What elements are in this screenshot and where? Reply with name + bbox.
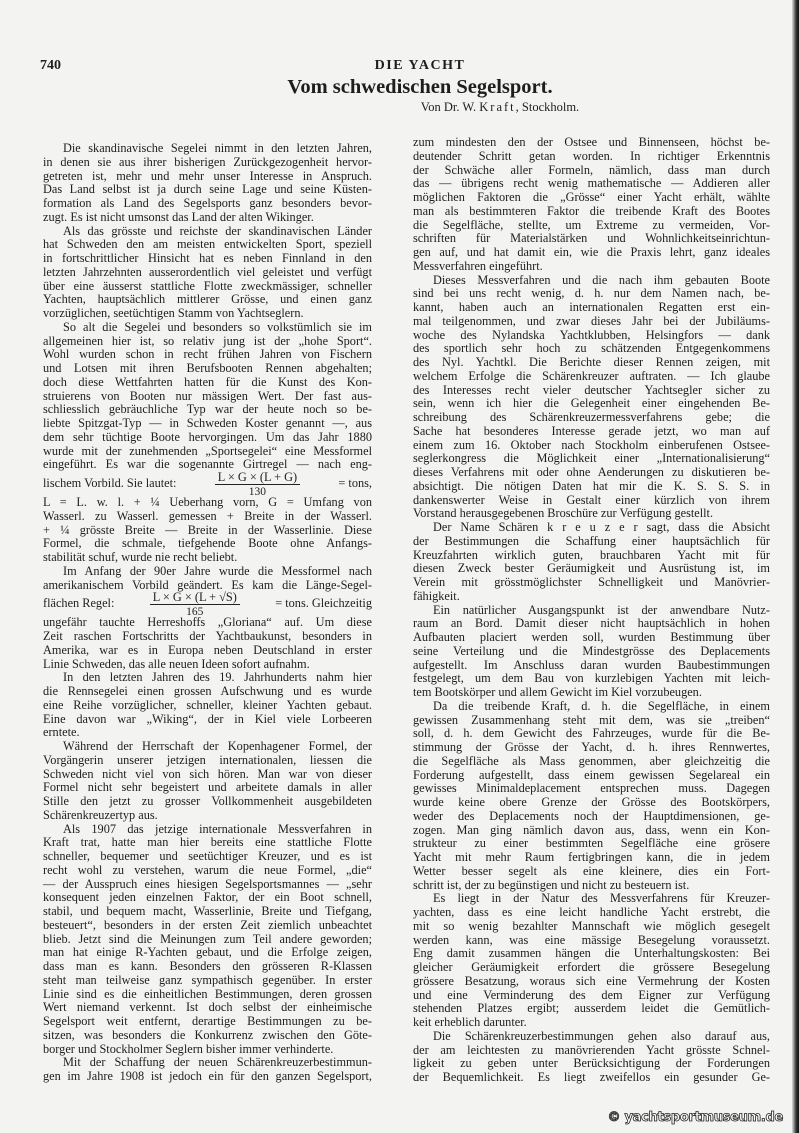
text-line: gen auf, und hat damit ein, wie die Praxis lehrt, ganz ideales: [413, 245, 770, 259]
text-line: vorzüglichen, seetüchtigen Stamm von Yachtseglern.: [43, 306, 304, 320]
text-line: steht man teilweise ganz sympathisch gegenüber. In erster: [43, 972, 372, 987]
paragraph: [413, 892, 770, 1030]
formula-trail-text: = tons. Gleichzeitig: [275, 596, 372, 611]
text-line: deutender Schritt getan worden. In richtiger Erkenntnis: [413, 148, 770, 163]
text-line: die Segelfläche, stellte, um Extreme zu vermeiden, Vor-: [413, 217, 770, 232]
text-line: formation als Land des Segelsports ganz besonders bevor-: [43, 196, 372, 210]
text-line: besteuert“, besonders in der ersten Zeit ziemlich unbeachtet: [43, 917, 372, 932]
text-line: Schärenkreuzertyp aus.: [43, 807, 158, 822]
text-line: Linie sind es die einheitlichen Bestimmungen, deren grossen: [43, 986, 372, 1001]
paragraph: [413, 136, 770, 274]
text-line: man als bestimmteren Faktor die treibende Kraft des Bootes: [413, 203, 770, 218]
paragraph: [43, 740, 372, 823]
text-line: möglichen Faktoren die „Grösse“ einer Yacht erhält, wählte: [413, 190, 770, 204]
text-line: wurde mit der zunehmenden „Sportsegelei“ eine Messformel: [43, 443, 372, 458]
watermark: © yachtsportmuseum.de: [607, 1110, 783, 1125]
text-line: Vorgängerin unserer jetzigen internationalen, liessen die: [43, 752, 372, 767]
paragraph: [413, 1030, 770, 1085]
text-line: diesen Zweck bester Geräumigkeit und Ausrüstung ist, im: [413, 561, 770, 576]
paragraph: [43, 671, 372, 740]
text-line: keit erheblich darunter.: [413, 1015, 527, 1029]
text-line: mit so wenig bezahlter Mannschaft wie möglich gesegelt: [413, 918, 770, 933]
text-line: Zeit raschen Fortschritts der Yachtbaukunst, besonders in: [43, 629, 372, 643]
text-line: der Bequemlichkeit. Es liegt zweifellos ein gesunder Ge-: [413, 1070, 770, 1084]
text-line: des sportlich sehr hoch zu schätzenden Entgegenkommens: [413, 341, 770, 356]
paragraph: [43, 565, 372, 672]
formula-fraction: [215, 471, 300, 498]
text-line: zogen. Man ging nämlich davon aus, dass, wenn ein Kon-: [413, 822, 770, 837]
text-line: stabil, und bequem macht, Wasserlinie, Breite und Tiefgang,: [43, 904, 372, 918]
text-line: Es liegt in der Natur des Messverfahrens für Kreuzer-: [433, 891, 770, 906]
text-line: zugt. Es ist nicht umsonst das Land der alten Wikinger.: [43, 209, 314, 224]
running-title: DIE YACHT: [374, 58, 466, 73]
text-line: schritt ist, der zu begünstigen und nicht zu besteuern ist.: [413, 877, 690, 892]
text-line: Stille den jetzt zu grosser Vollkommenheit ausgebildeten: [43, 794, 372, 808]
text-line: Eng damit zusammen hängen die Unterhaltungskosten: Bei: [413, 946, 770, 961]
text-line: der Schwäche aller Formeln, nämlich, dass man durch: [413, 162, 770, 177]
text-line: Yachten, hauptsächlich mittlerer Grösse, und einen ganz: [43, 292, 372, 307]
text-line: des Nyl. Yachtkl. Die Berichte dieser Rennen zeigen, mit: [413, 355, 770, 369]
text-line: Linie Schweden, das alle neuen Ideen sofort aufnahm.: [43, 656, 310, 671]
text-line: Wasserl. zu Wasserl. gemessen + Breite in der Wasserl.: [43, 508, 372, 523]
article-title: Vom schwedischen Segelsport.: [287, 76, 553, 98]
text-line: zum mindesten den der Ostsee und Binnenseen, höchst be-: [413, 135, 770, 149]
text-line: liebte Spitzgat-Typ — in Schweden Koster genannt —, aus: [43, 416, 372, 430]
byline-suffix: , Stockholm.: [515, 100, 580, 114]
formula-lead-text: lischem Vorbild. Sie lautet:: [43, 476, 177, 491]
text-line: der am leichtesten zu manövrierenden Yacht grösste Schnel-: [413, 1042, 770, 1057]
text-line: gewissen Zusammenhang steht mit dem, was sie „treiben“: [413, 712, 770, 727]
text-line: letzten Jahrzehnten ausserordentlich viel geleistet und verfügt: [43, 264, 372, 279]
text-line: schliesslich gebräuchliche Typ war der heute noch so be-: [43, 402, 372, 417]
text-line: struierens von Booten nur mässigen Wert. Der fast aus-: [43, 388, 372, 403]
text-line: ligkeit zu geben unter Berücksichtigung der Forderungen: [413, 1056, 770, 1071]
formula-numerator: L × G × (L + G): [215, 471, 300, 485]
formula-fraction: [150, 591, 240, 618]
text-line: sein, wenn ich hier die Gelegenheit einer eingehenden Be-: [413, 396, 770, 411]
page-number: 740: [40, 58, 61, 73]
left-column: [43, 142, 372, 1084]
text-line: stehenden Platzes ergibt; ausserdem leidet die Gemütlich-: [413, 1001, 770, 1016]
text-line: Da die treibende Kraft, d. h. die Segelfläche, in einem: [433, 698, 770, 713]
text-line: schreibung des Schärenkreuzermessverfahrens gebe; die: [413, 410, 770, 424]
text-line: Forderung aufgestellt, dass einem gewissen Segelareal ein: [413, 767, 770, 782]
text-line: stimmung der Grösse der Yacht, d. h. ihres Rennwertes,: [413, 740, 770, 754]
text-line: allgemeinen hier ist, so relativ jung ist der „hohe Sport“.: [43, 333, 372, 348]
text-line: soll, d. h. dem Gewicht des Fahrzeuges, wurde für die Be-: [413, 726, 770, 741]
text-line: sitzen, was besonders die Konkurrenz zwischen den Göte-: [43, 1027, 372, 1042]
text-line: Wohl wurden schon in recht frühen Jahren von Fischern: [43, 347, 372, 362]
text-line: grössere Besatzung, woraus sich eine Vermehrung der Kosten: [413, 973, 770, 988]
text-line: amerikanischem Vorbild geändert. Es kam die Länge-Segel-: [43, 577, 372, 592]
paragraph: [413, 604, 770, 700]
formula-denominator: 165: [186, 605, 204, 618]
right-column: [413, 136, 770, 1085]
text-line: yachten, dass es eine leicht handliche Yacht erstrebt, die: [413, 905, 770, 919]
text-line: Als das grösste und reichste der skandinavischen Länder: [63, 223, 372, 238]
text-line: dieses Verfahrens mit oder ohne Aenderungen zu diskutieren be-: [413, 465, 770, 479]
scan-edge: [792, 0, 799, 1133]
formula-numerator: L × G × (L + √S): [150, 591, 240, 605]
text-line: dem sehr tüchtige Boote hervorgingen. Um das Jahr 1880: [43, 429, 372, 444]
paragraph: [43, 142, 372, 225]
text-line: gewisses Minimaldeplacement entsprechen muss. Dagegen: [413, 781, 770, 796]
text-line: Wert niemand verkennt. Ist doch selbst der einheimische: [43, 1000, 372, 1015]
text-line: Kreuzfahrten wirklich guten, brauchbaren Yacht mit für: [413, 547, 770, 562]
text-line: blieb. Jetzt sind die Meinungen zum Teil andere geworden;: [43, 931, 372, 946]
text-line: des Interesses recht vieler deutscher Yachtsegler sicher zu: [413, 382, 770, 397]
formula-denominator: 130: [248, 485, 267, 498]
text-line: und Lotsen mit ihren Berufsbooten Rennen abgehalten;: [43, 361, 372, 375]
text-line: Verein mit grösstmöglichster Schnelligkeit und Manövrier-: [413, 575, 770, 589]
text-line: Formel, die schmale, tiefgehende Boote ohne Anfangs-: [43, 536, 372, 551]
text-line: In den letzten Jahren des 19. Jahrhunderts nahm hier: [63, 670, 372, 685]
text-line: und eine Verminderung des dem Eigner zur Verfügung: [413, 987, 770, 1002]
text-line: hat Schweden den am meisten entwickelten Sport, speziell: [43, 237, 372, 252]
paragraph: [43, 1056, 372, 1084]
text-line: Als 1907 das jetzige internationale Messverfahren in: [63, 821, 372, 836]
author-name: Kraft: [479, 100, 516, 114]
text-line: kannt, haben auch an internationalen Regatten erst ein-: [413, 300, 770, 314]
text-line: Wetter besser segelt als eine kleinere, dies ein Fort-: [413, 863, 770, 878]
text-line: gleicher Geräumigkeit erfordert die grössere Besegelung: [413, 960, 770, 974]
text-line: in fortschrittlicher Hinsicht hat es neben Finnland in den: [43, 251, 372, 265]
text-line: L = L. w. l. + ¼ Ueberhang vorn, G = Umfang von: [43, 495, 372, 509]
text-line: strukteur zu einer bestimmten Segelfläche eine grösere: [413, 836, 770, 851]
text-line: Kraft trat, hatte man hier bereits eine stattliche Flotte: [43, 835, 372, 850]
formula-line: [43, 589, 372, 618]
text-line: eine Reihe vorzüglicher, schneller, kleiner Yachten gebaut.: [43, 697, 372, 712]
text-line: recht wohl zu verstehen, warum die neue Formel, „die“: [43, 862, 372, 877]
text-line: Der Name Schären k r e u z e r sagt, dass die Absicht: [433, 520, 770, 534]
text-line: borger und Stockholmer Seglern bisher immer verhinderte.: [43, 1041, 334, 1056]
text-line: Während der Herrschaft der Kopenhagener Formel, der: [63, 739, 372, 753]
text-line: weder des Deplacements noch der Hauptdimensionen, ge-: [413, 808, 770, 823]
text-line: der Bestimmungen die Schaffung einer hauptsächlich für: [413, 533, 770, 548]
paragraph: [413, 521, 770, 604]
text-line: festgelegt, um dem Bau von kurzlebigen Yachten mit leich-: [413, 671, 770, 686]
text-line: raum an Bord. Damit dieser nicht hauptsächlich in hohen: [413, 616, 770, 631]
text-line: konsequent jeden einzelnen Faktor, der ein Boot schnell,: [43, 890, 372, 905]
paragraph: [43, 321, 372, 565]
text-line: eingeführt. Es war die sogenannte Girtregel — nach eng-: [43, 457, 372, 472]
paragraph: [413, 700, 770, 893]
text-line: wurde keine obere Grenze der Grösse des Bootskörpers,: [413, 795, 770, 809]
text-line: dass man es kann. Besonders den grösseren R-Klassen: [43, 959, 372, 973]
paragraph: [413, 274, 770, 522]
text-line: getreten ist, mehr und mehr unser Interesse in Anspruch.: [43, 168, 372, 183]
text-line: Vorstand herausgegebenen Broschüre zur Verfügung gestellt.: [413, 506, 714, 521]
text-line: Segelsport weit entfernt, derartige Bestimmungen zu be-: [43, 1014, 372, 1028]
text-line: stabilität schuf, wurde nie recht beliebt.: [43, 550, 238, 564]
text-line: welchem Erfolge die Schärenkreuzer auftraten. — Ich glaube: [413, 368, 770, 383]
text-line: seine Verteilung und die Mindestgrösse des Deplacements: [413, 643, 770, 658]
text-line: Sache hat besonderes Interesse gerade jetzt, wo man auf: [413, 423, 770, 438]
text-line: Eine davon war „Wiking“, der in Kiel viele Lorbeeren: [43, 711, 372, 726]
text-line: gen im Jahre 1908 ist jedoch ein für den ganzen Segelsport,: [43, 1069, 372, 1083]
text-line: über eine äusserst stattliche Flotte zweckmässiger, schneller: [43, 278, 372, 293]
formula-lead-text: flächen Regel:: [43, 596, 115, 611]
text-line: ungefähr tauchte Herreshoffs „Gloriana“ auf. Um diese: [43, 615, 372, 630]
text-line: erntete.: [43, 725, 80, 740]
text-line: doch diese Wettfahrten hatten für die Kunst des Kon-: [43, 374, 372, 389]
text-line: mal teilgenommen, und zwar dieses Jahr bei der Jubiläums-: [413, 313, 770, 328]
text-line: So alt die Segelei und besonders so volkstümlich sie im: [63, 319, 372, 334]
text-line: das — übrigens recht wenig mathematische — Addieren aller: [413, 176, 770, 191]
text-line: Die Schärenkreuzerbestimmungen gehen also darauf aus,: [433, 1028, 770, 1043]
text-line: seglerkongress die Möglichkeit einer „Internationalisierung“: [413, 451, 770, 466]
text-line: werden kann, was eine mässige Besegelung voraussetzt.: [413, 932, 770, 947]
text-line: Messverfahren eingeführt.: [413, 258, 543, 273]
text-line: dankenswerter Weise in Gestalt einer kürzlich von ihrem: [413, 492, 770, 507]
text-line: aufgestellt. Im Anschluss daran wurden Baubestimmungen: [413, 657, 770, 672]
text-line: tem Bootskörper und allem Gewicht im Kiel vorzubeugen.: [413, 685, 702, 699]
text-line: Ein natürlicher Ausgangspunkt ist der anwendbare Nutz-: [433, 602, 770, 617]
text-line: Das Land selbst ist ja durch seine Lage und seine Küsten-: [43, 182, 372, 197]
text-line: Formel nicht sehr begeistert und arbeitete damals in aller: [43, 780, 372, 795]
text-line: Die skandinavische Segelei nimmt in den letzten Jahren,: [63, 141, 372, 155]
text-line: woche des Nylandska Yachtklubben, Helsingfors — dank: [413, 327, 770, 342]
text-line: Dieses Messverfahren und die nach ihm gebauten Boote: [433, 272, 770, 287]
text-line: Amerika, war es in Europa neben Deutschland in erster: [43, 642, 372, 657]
text-line: Yacht mit mehr Raum fertigbringen kann, die in jedem: [413, 850, 770, 864]
paragraph: [43, 225, 372, 321]
text-line: man hat einige R-Yachten gebaut, und die Erfolge zeigen,: [43, 945, 372, 960]
text-line: Im Anfang der 90er Jahre wurde die Messformel nach: [63, 563, 372, 578]
paragraph: [43, 823, 372, 1057]
text-line: einem zum 16. Oktober nach Stockholm einberufenen Ostsee-: [413, 437, 770, 452]
text-line: in denen sie aus ihrer bisherigen Zurückgezogenheit hervor-: [43, 154, 372, 169]
text-line: die Rennsegelei einen grossen Aufschwung und es wurde: [43, 684, 372, 698]
text-line: Schweden nicht viel von sich hören. Man war von dieser: [43, 766, 372, 781]
text-line: Aufbauten placiert werden soll, wurden Bestimmung über: [413, 630, 770, 644]
text-line: fähigkeit.: [413, 588, 460, 603]
text-line: — der Ausspruch eines hiesigen Segelsportsmannes — „sehr: [43, 876, 372, 891]
text-line: schneller, bequemer und seetüchtiger Kreuzer, und es ist: [43, 849, 372, 863]
text-line: Mit der Schaffung der neuen Schärenkreuzerbestimmun-: [63, 1055, 372, 1070]
formula-line: [43, 469, 372, 498]
text-line: absichtigt. Die nötigen Daten hat mir die K. S. S. S. in: [413, 478, 770, 493]
text-line: schriften für Materialstärken und Wohnlichkeitseinrichtun-: [413, 231, 770, 246]
text-line: + ¼ grösste Breite — Breite in der Wasserlinie. Diese: [43, 522, 372, 537]
text-line: sind bei uns recht wenig, d. h. nur dem Namen nach, be-: [413, 286, 770, 301]
text-line: die Segelfläche als Mass genommen, aber gleichzeitig die: [413, 753, 770, 768]
formula-trail-text: = tons,: [338, 476, 372, 491]
byline: [0, 100, 799, 115]
byline-prefix: Von Dr. W.: [420, 100, 477, 114]
